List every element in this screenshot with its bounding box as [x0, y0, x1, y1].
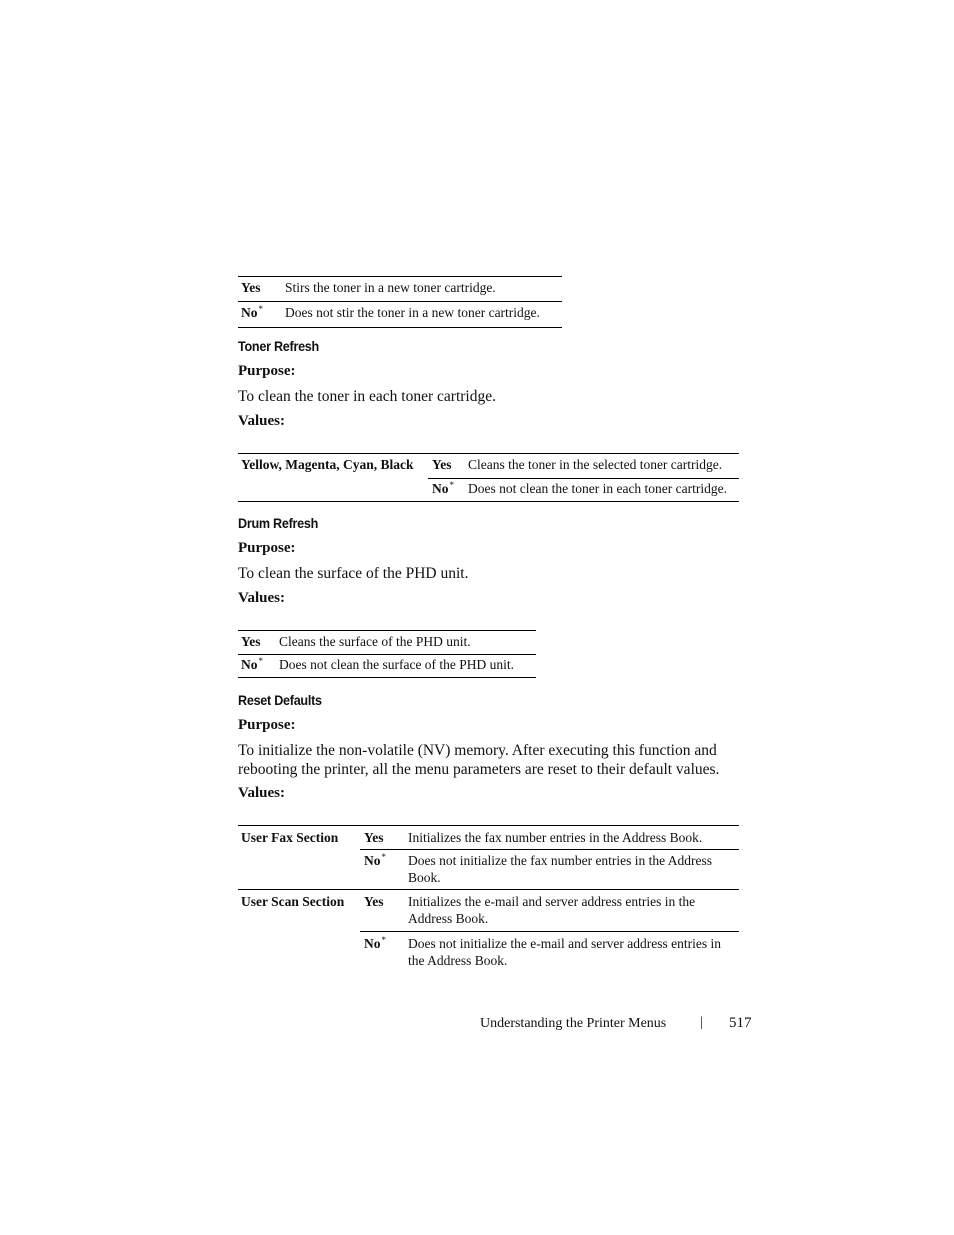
- drum-refresh-heading: Drum Refresh: [238, 515, 319, 531]
- value-description: Does not stir the toner in a new toner cartridge.: [285, 305, 540, 320]
- values-label: Values:: [238, 590, 285, 606]
- purpose-text-line-1: To initialize the non-volatile (NV) memory. After executing this function and: [238, 742, 717, 759]
- purpose-text: To clean the surface of the PHD unit.: [238, 565, 469, 582]
- table-row: [428, 454, 739, 479]
- value-description: Does not clean the toner in each toner cartridge.: [468, 481, 728, 496]
- table-row: [360, 826, 739, 850]
- table-row: [238, 654, 536, 678]
- purpose-label: Purpose:: [238, 363, 296, 379]
- table-row: [238, 849, 739, 890]
- value-description: Does not clean the surface of the PHD unit.: [279, 657, 515, 672]
- footer-section-title: Understanding the Printer Menus: [480, 1016, 667, 1031]
- value-no-default: No*: [364, 935, 386, 951]
- value-description-line-2: the Address Book.: [408, 953, 508, 968]
- footer-separator: |: [700, 1015, 703, 1030]
- purpose-text: To clean the toner in each toner cartridge.: [238, 388, 496, 405]
- value-description: Stirs the toner in a new toner cartridge.: [285, 280, 496, 295]
- reset-defaults-heading: Reset Defaults: [238, 692, 322, 708]
- value-description-line-2: Address Book.: [408, 911, 489, 926]
- value-no-default: No*: [364, 852, 386, 868]
- item-label: Yellow, Magenta, Cyan, Black: [241, 457, 414, 472]
- value-description: Cleans the toner in the selected toner cartridge.: [468, 457, 723, 472]
- value-no-default: No*: [241, 304, 263, 320]
- table-row: [238, 277, 562, 302]
- stir-toner-values-table: [238, 276, 562, 328]
- value-yes: Yes: [241, 280, 261, 295]
- toner-refresh-heading: Toner Refresh: [238, 338, 319, 354]
- value-description: Initializes the fax number entries in the Address Book.: [408, 830, 703, 845]
- page-number: 517: [729, 1015, 752, 1031]
- purpose-label: Purpose:: [238, 717, 296, 733]
- value-yes: Yes: [432, 457, 452, 472]
- value-yes: Yes: [241, 634, 261, 649]
- value-no-default: No*: [432, 480, 454, 496]
- table-row: [360, 890, 739, 932]
- value-yes: Yes: [364, 830, 384, 845]
- value-no-default: No*: [241, 656, 263, 672]
- item-label: User Scan Section: [241, 894, 345, 909]
- value-description: Cleans the surface of the PHD unit.: [279, 634, 471, 649]
- value-description-line-1: Does not initialize the fax number entries in the Address: [408, 853, 713, 868]
- purpose-text-line-2: rebooting the printer, all the menu parameters are reset to their default values.: [238, 761, 720, 778]
- purpose-label: Purpose:: [238, 540, 296, 556]
- reset-defaults-values-table: [238, 825, 739, 972]
- value-description-line-1: Initializes the e-mail and server address entries in the: [408, 894, 696, 909]
- toner-refresh-values-table: [238, 453, 739, 496]
- drum-refresh-values-table: [238, 630, 536, 672]
- value-yes: Yes: [364, 894, 384, 909]
- item-label: User Fax Section: [241, 830, 339, 845]
- values-label: Values:: [238, 785, 285, 801]
- table-row: [238, 631, 536, 655]
- value-description-line-1: Does not initialize the e-mail and server address entries in: [408, 936, 722, 951]
- table-row: [360, 932, 739, 972]
- value-description-line-2: Book.: [408, 870, 441, 885]
- values-label: Values:: [238, 413, 285, 429]
- table-row: [238, 478, 739, 502]
- table-row: [238, 302, 562, 328]
